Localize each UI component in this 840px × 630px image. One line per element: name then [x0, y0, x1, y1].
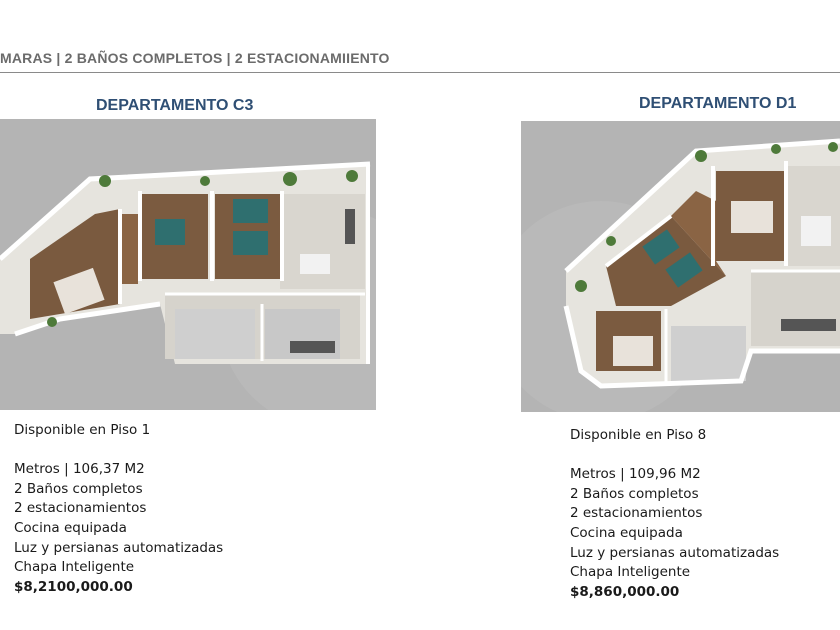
feature-item: 2 Baños completos	[570, 485, 699, 502]
feature-item: Chapa Inteligente	[570, 564, 691, 581]
meters-value-d1: 109,96 M2	[628, 466, 701, 483]
feature-item: 2 Baños completos	[14, 480, 143, 497]
page-header: MARAS | 2 BAÑOS COMPLETOS | 2 ESTACIONAMIIENTO	[0, 50, 390, 66]
availability-c3: Disponible en Piso 1	[14, 422, 151, 438]
unit-title-d1: DEPARTAMENTO D1	[639, 95, 797, 112]
feature-item: 2 estacionamientos	[14, 500, 147, 517]
header-divider	[0, 72, 840, 73]
specs-c3	[14, 421, 223, 597]
unit-title-c3: DEPARTAMENTO C3	[96, 97, 254, 114]
feature-item: Luz y persianas automatizadas	[570, 544, 780, 561]
price-c3: $8,2100,000.00	[14, 578, 133, 595]
availability-d1: Disponible en Piso 8	[570, 427, 707, 443]
floor-plan-c3	[0, 119, 376, 410]
meters-label-d1: Metros |	[570, 466, 625, 483]
meters-value-c3: 106,37 M2	[72, 461, 145, 478]
meters-row-c3	[14, 460, 223, 480]
meters-label-c3: Metros |	[14, 461, 69, 478]
floor-plan-d1	[521, 121, 840, 412]
feature-item: Cocina equipada	[570, 524, 683, 541]
meters-row-d1	[570, 465, 779, 485]
specs-d1	[570, 426, 779, 602]
feature-item: Cocina equipada	[14, 519, 127, 536]
feature-item: Chapa Inteligente	[14, 559, 135, 576]
feature-item: Luz y persianas automatizadas	[14, 539, 224, 556]
price-d1: $8,860,000.00	[570, 583, 680, 600]
feature-item: 2 estacionamientos	[570, 505, 703, 522]
